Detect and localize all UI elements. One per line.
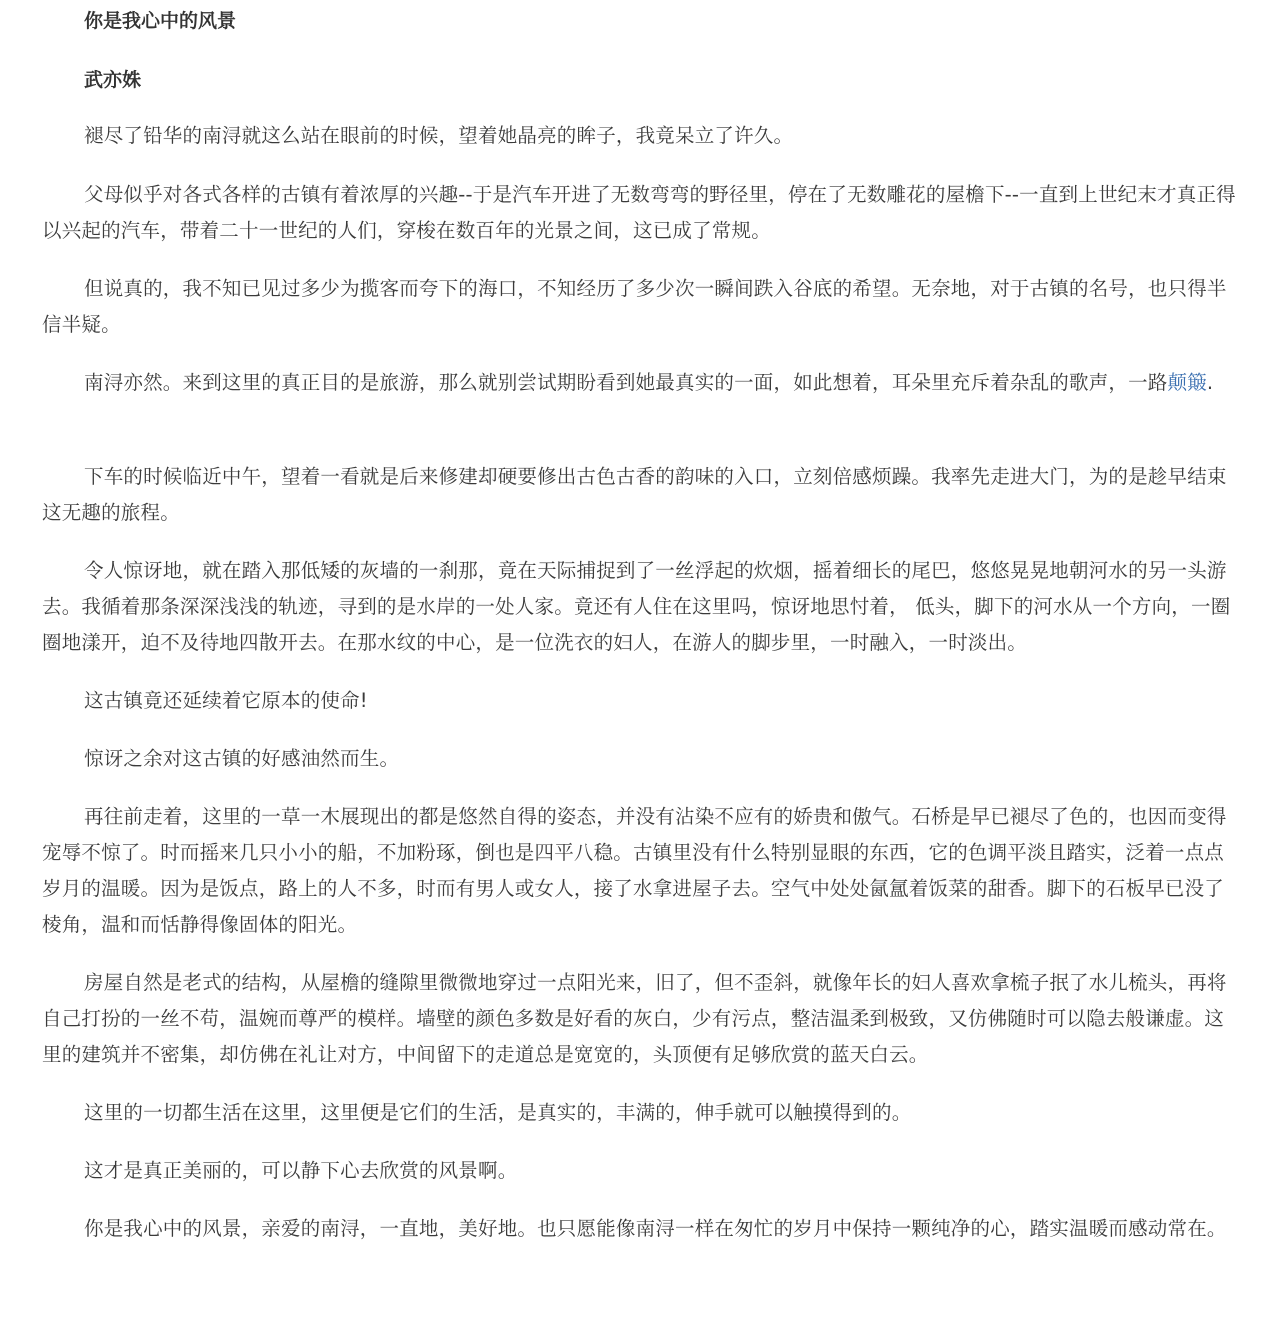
paragraph-8: 惊讶之余对这古镇的好感油然而生。 (84, 747, 400, 770)
paragraph-9: 再往前走着，这里的一草一木展现出的都是悠然自得的姿态，并没有沾染不应有的娇贵和傲气。石桥是早已褪尽了色的，也因而变得宠辱不惊了。时而摇来几只小小的船，不加粉琢，倒也是四平八稳。古镇里没有什么特别显眼的东西，它的色调平淡且踏实，泛着一点点岁月的温暖。因为是饭点，路上的人不多，时而有男人或女人，接了水拿进屋子去。空气中处处氤氲着饭菜的甜香。脚下的石板早已没了棱角，温和而恬静得像固体的阳光。 (42, 805, 1227, 936)
bumpy-link[interactable]: 颠簸 (1167, 371, 1207, 394)
paragraph-11: 这里的一切都生活在这里，这里便是它们的生活，是真实的，丰满的，伸手就可以触摸得到的。 (84, 1101, 912, 1124)
paragraph-12: 这才是真正美丽的，可以静下心去欣赏的风景啊。 (84, 1159, 518, 1182)
paragraph-2: 父母似乎对各式各样的古镇有着浓厚的兴趣--于是汽车开进了无数弯弯的野径里，停在了无数雕花的屋檐下--一直到上世纪末才真正得以兴起的汽车，带着二十一世纪的人们，穿梭在数百年的光景之间，这已成了常规。 (42, 183, 1236, 242)
paragraph-5: 下车的时候临近中午，望着一看就是后来修建却硬要修出古色古香的韵味的入口，立刻倍感烦躁。我率先走进大门，为的是趁早结束这无趣的旅程。 (42, 465, 1227, 524)
paragraph-4 (42, 365, 1238, 401)
paragraph-6: 令人惊讶地，就在踏入那低矮的灰墙的一刹那，竟在天际捕捉到了一丝浮起的炊烟，摇着细长的尾巴，悠悠晃晃地朝河水的另一头游去。我循着那条深深浅浅的轨迹，寻到的是水岸的一处人家。竟还有人住在这里吗，惊讶地思忖着， 低头，脚下的河水从一个方向，一圈圈地漾开，迫不及待地四散开去。在那水纹的中心，是一位洗衣的妇人，在游人的脚步里，一时融入，一时淡出。 (42, 559, 1231, 654)
paragraph-13: 你是我心中的风景，亲爱的南浔，一直地，美好地。也只愿能像南浔一样在匆忙的岁月中保持一颗纯净的心，踏实温暖而感动常在。 (84, 1217, 1227, 1240)
paragraph-4-suffix: . (1206, 371, 1214, 394)
paragraph-10: 房屋自然是老式的结构，从屋檐的缝隙里微微地穿过一点阳光来，旧了，但不歪斜，就像年长的妇人喜欢拿梳子抿了水儿梳头，再将自己打扮的一丝不苟，温婉而尊严的模样。墙壁的颜色多数是好看的灰白，少有污点，整洁温柔到极致，又仿佛随时可以隐去般谦虚。这里的建筑并不密集，却仿佛在礼让对方，中间留下的走道总是宽宽的，头顶便有足够欣赏的蓝天白云。 (42, 971, 1227, 1066)
paragraph-4-text: 南浔亦然。来到这里的真正目的是旅游，那么就别尝试期盼看到她最真实的一面，如此想着，耳朵里充斥着杂乱的歌声，一路 (84, 371, 1168, 394)
paragraph-1: 褪尽了铅华的南浔就这么站在眼前的时候，望着她晶亮的眸子，我竟呆立了许久。 (84, 124, 794, 147)
paragraph-7: 这古镇竟还延续着它原本的使命! (84, 689, 368, 712)
article-title: 你是我心中的风景 (84, 10, 237, 32)
paragraph-3: 但说真的，我不知已见过多少为揽客而夸下的海口，不知经历了多少次一瞬间跌入谷底的希望。无奈地，对于古镇的名号，也只得半信半疑。 (42, 277, 1227, 336)
article-author: 武亦姝 (84, 69, 142, 91)
